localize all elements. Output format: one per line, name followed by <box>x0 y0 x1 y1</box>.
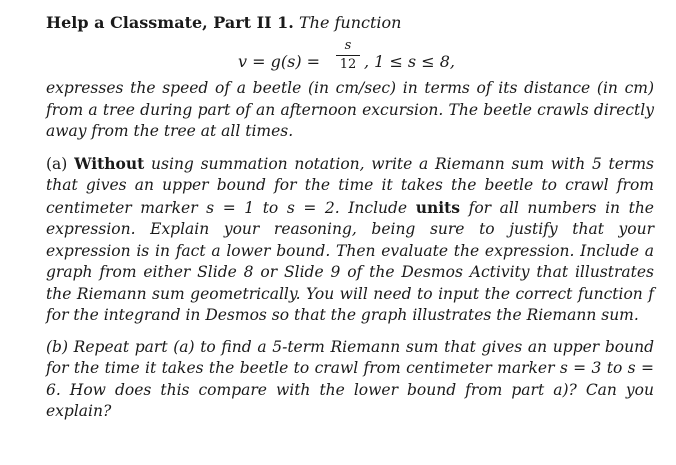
part-a-paragraph <box>46 153 654 327</box>
problem-title-bold: Help a Classmate, Part II 1. <box>46 13 294 32</box>
problem-title-rest: The function <box>298 13 402 32</box>
intro-paragraph: expresses the speed of a beetle (in cm/sec) in terms of its distance (in cm) from a tree during part of an afternoon excursion. The beetle crawls directly away from the tree at all times. <box>46 79 654 140</box>
formula-denominator: 12 <box>339 57 357 72</box>
formula-fraction <box>336 38 360 73</box>
formula-numerator: s <box>344 38 352 53</box>
problem-title <box>46 12 654 34</box>
part-a-text-2: for all numbers in the expression. Explain your reasoning, being sure to justify that your expression is in fact a lower bound. Then evaluate the expression. Include a graph from either Slide 8 or Slide 9 of the Desmos Activity that illustrates the Riemann sum geometrically. You will need to input the correct function f for the integrand in Desmos so that the graph illustrates the Riemann sum. <box>46 198 654 324</box>
part-a-bold-without: Without <box>74 153 145 173</box>
part-b-paragraph: (b) Repeat part (a) to find a 5-term Riemann sum that gives an upper bound for the time it takes the beetle to crawl from centimeter marker s = 3 to s = 6. How does this compare with the lower bound from part a)? Can you explain? <box>46 337 654 420</box>
part-a-bold-units: units <box>415 197 461 217</box>
speed-formula <box>46 36 654 78</box>
formula-domain: , 1 ≤ s ≤ 8, <box>364 52 455 71</box>
part-a-label: (a) <box>46 154 68 173</box>
fraction-bar <box>336 55 360 56</box>
formula-lhs: v = g(s) = <box>238 52 321 71</box>
part-a-text-1: using summation notation, write a Riemann sum with 5 terms that gives an upper bound for the time it takes the beetle to crawl from centimeter marker s = 1 to s = 2. Include <box>46 154 654 217</box>
